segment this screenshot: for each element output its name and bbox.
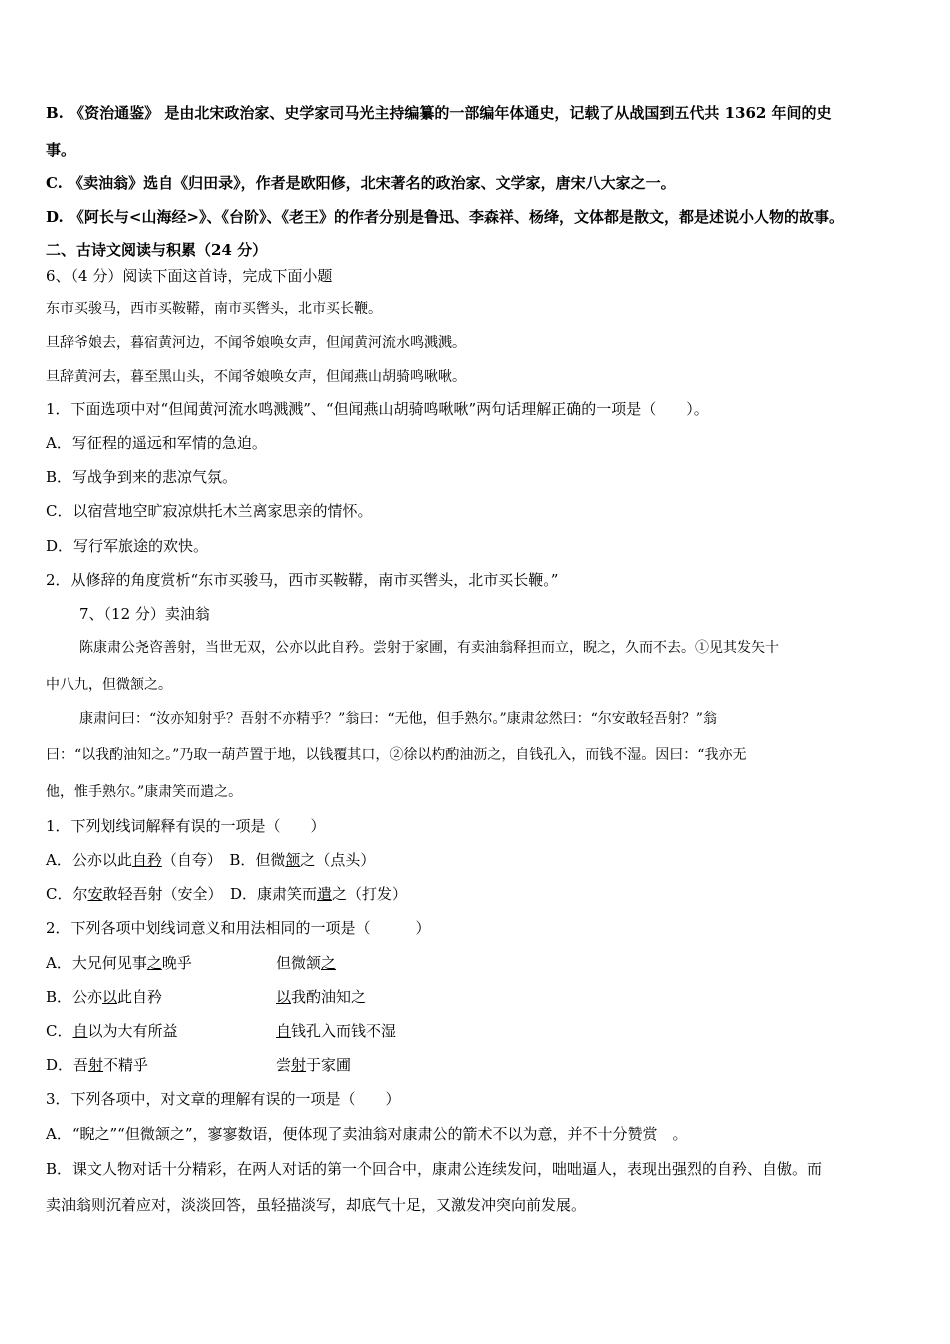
underlined-word: 射 xyxy=(88,1056,104,1074)
q7-sub1-options-ab xyxy=(46,850,375,870)
q7-sub2-option-b xyxy=(46,987,906,1007)
underlined-word: 以 xyxy=(276,988,292,1006)
underlined-word: 射 xyxy=(291,1056,307,1074)
text-segment: 此自矜 xyxy=(117,988,163,1006)
text-segment: A．公亦以此 xyxy=(46,851,132,869)
text-segment: 但微颔 xyxy=(276,954,322,972)
q7-sub1-stem: 1．下列划线词解释有误的一项是（ ） xyxy=(46,817,326,835)
text-segment: 之（打发） xyxy=(332,885,408,903)
underlined-word: 自矜 xyxy=(131,851,162,869)
text-segment: 之（点头） xyxy=(300,851,376,869)
text-segment: A．大兄何见事 xyxy=(46,954,147,972)
q7-sub2-stem: 2．下列各项中划线词意义和用法相同的一项是（ ） xyxy=(46,919,431,937)
q6-sub2-stem: 2．从修辞的角度赏析“东市买骏马，西市买鞍鞯，南市买辔头，北市买长鞭。” xyxy=(46,571,559,589)
q7-sub2-option-a xyxy=(46,953,906,973)
text-segment: 晚乎 xyxy=(161,954,192,972)
option-b-line1: B. 《资治通鉴》 是由北宋政治家、史学家司马光主持编纂的一部编年体通史，记载了从战国到五代共 1362 年间的史 xyxy=(46,104,832,122)
text-segment: C． xyxy=(46,1022,73,1040)
underlined-word: 之 xyxy=(321,954,337,972)
question-7-title: 7、（12 分）卖油翁 xyxy=(79,605,210,623)
underlined-word: 自 xyxy=(276,1022,292,1040)
q7-sub3-stem: 3．下列各项中，对文章的理解有误的一项是（ ） xyxy=(46,1090,401,1108)
q7-sub2-option-d xyxy=(46,1055,906,1075)
text-segment: 尝 xyxy=(276,1056,292,1074)
text-segment: 钱孔入而钱不湿 xyxy=(291,1022,397,1040)
option-right-column xyxy=(276,1055,351,1075)
text-segment: 敢轻吾射（安全） D．康肃笑而 xyxy=(102,885,318,903)
poem-line-2: 旦辞爷娘去，暮宿黄河边，不闻爷娘唤女声，但闻黄河流水鸣溅溅。 xyxy=(46,335,466,351)
q7-sub2-option-c xyxy=(46,1021,906,1041)
passage-para1-line1: 陈康肃公尧咨善射，当世无双，公亦以此自矜。尝射于家圃，有卖油翁释担而立，睨之，久而不去。①见其发矢十 xyxy=(79,640,779,656)
underlined-word: 以 xyxy=(102,988,118,1006)
option-right-column xyxy=(276,953,336,973)
option-right-column xyxy=(276,987,366,1007)
q6-sub1-option-b: B．写战争到来的悲凉气氛。 xyxy=(46,468,238,486)
q7-sub3-option-b-line2: 卖油翁则沉着应对，淡淡回答，虽轻描淡写，却底气十足，又激发冲突向前发展。 xyxy=(46,1196,587,1214)
text-segment: （自夸） B．但微 xyxy=(161,851,286,869)
q6-sub1-option-d: D．写行军旅途的欢快。 xyxy=(46,537,209,555)
text-segment: D．吾 xyxy=(46,1056,89,1074)
passage-para1-line2: 中八九，但微颔之。 xyxy=(46,677,172,693)
poem-line-3: 旦辞黄河去，暮至黑山头，不闻爷娘唤女声，但闻燕山胡骑鸣啾啾。 xyxy=(46,369,466,385)
q7-sub1-options-cd xyxy=(46,884,407,904)
question-6-title: 6、（4 分）阅读下面这首诗，完成下面小题 xyxy=(46,267,333,285)
passage-para2-line2: 曰：“以我酌油知之。”乃取一葫芦置于地，以钱覆其口，②徐以杓酌油沥之，自钱孔入，而钱不湿。因曰：“我亦无 xyxy=(46,747,747,763)
option-b-line2: 事。 xyxy=(46,141,77,159)
underlined-word: 自 xyxy=(72,1022,88,1040)
underlined-word: 颔 xyxy=(285,851,301,869)
text-segment: 于家圃 xyxy=(306,1056,352,1074)
poem-line-1: 东市买骏马，西市买鞍鞯，南市买辔头，北市买长鞭。 xyxy=(46,301,382,317)
passage-para2-line3: 他，惟手熟尔。”康肃笑而遣之。 xyxy=(46,784,243,800)
q7-sub3-option-a: A．“睨之”“但微颔之”，寥寥数语，便体现了卖油翁对康肃公的箭术不以为意，并不十分赞赏 。 xyxy=(46,1125,688,1143)
q6-sub1-option-c: C．以宿营地空旷寂凉烘托木兰离家思亲的情怀。 xyxy=(46,502,373,520)
underlined-word: 安 xyxy=(87,885,103,903)
text-segment: 我酌油知之 xyxy=(291,988,367,1006)
text-segment: B．公亦 xyxy=(46,988,103,1006)
option-d: D. 《阿长与<山海经>》、《台阶》、《老王》的作者分别是鲁迅、李森祥、杨绛，文体都是散文，都是述说小人物的故事。 xyxy=(46,208,845,226)
passage-para2-line1: 康肃问曰：“汝亦知射乎？吾射不亦精乎？”翁曰：“无他，但手熟尔。”康肃忿然曰：“尔安敢轻吾射？”翁 xyxy=(79,711,717,727)
option-right-column xyxy=(276,1021,396,1041)
option-c: C. 《卖油翁》选自《归田录》，作者是欧阳修，北宋著名的政治家、文学家，唐宋八大家之一。 xyxy=(46,174,676,192)
text-segment: 以为大有所益 xyxy=(87,1022,178,1040)
text-segment: C．尔 xyxy=(46,885,88,903)
q6-sub1-stem: 1．下面选项中对“但闻黄河流水鸣溅溅”、“但闻燕山胡骑鸣啾啾”两句话理解正确的一项是（ ）。 xyxy=(46,400,709,418)
text-segment: 不精乎 xyxy=(103,1056,149,1074)
section-2-heading: 二、古诗文阅读与积累（24 分） xyxy=(46,241,268,259)
underlined-word: 之 xyxy=(146,954,162,972)
underlined-word: 遣 xyxy=(317,885,333,903)
q6-sub1-option-a: A．写征程的遥远和军情的急迫。 xyxy=(46,434,267,452)
q7-sub3-option-b-line1: B．课文人物对话十分精彩，在两人对话的第一个回合中，康肃公连续发问，咄咄逼人，表现出强烈的自矜、自傲。而 xyxy=(46,1160,823,1178)
